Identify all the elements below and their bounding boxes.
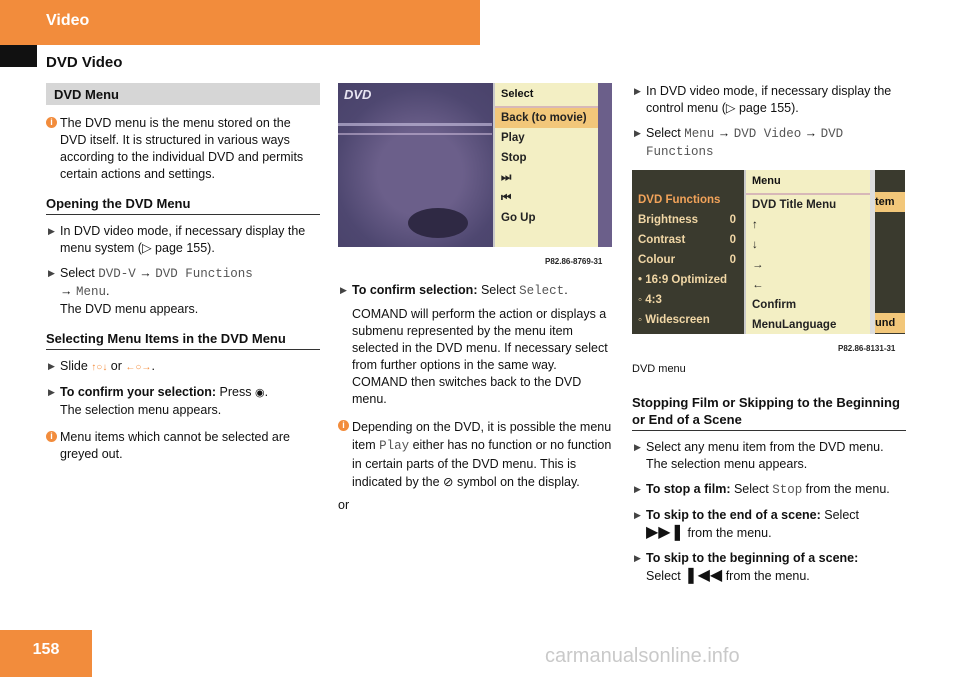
column-right-lower: [632, 361, 906, 585]
menu-term: Play: [379, 439, 410, 453]
step-result: The selection menu appears.: [646, 457, 808, 471]
menu-term: DVD Video: [733, 127, 802, 141]
menu-term: DVD Functions: [646, 127, 844, 159]
step-text: In DVD video mode, if necessary display the control menu (▷ page 155).: [646, 84, 892, 115]
arrow-separator: →: [60, 284, 76, 298]
step: [632, 439, 906, 473]
section-heading: Opening the DVD Menu: [46, 195, 320, 215]
menu-term: Stop: [772, 483, 803, 497]
chapter-title: Video: [46, 12, 90, 29]
screen-streak: [338, 123, 492, 126]
figure-caption: P82.86-8131-31: [838, 344, 896, 353]
step-text: from the menu.: [802, 482, 890, 496]
menu-item-confirm[interactable]: Confirm: [752, 299, 797, 311]
step-text: Select: [646, 569, 685, 583]
info-note: [46, 115, 320, 183]
step-bold: To confirm selection:: [352, 283, 478, 297]
slide-leftright-icon: ←○→: [125, 362, 152, 373]
info-icon: i: [46, 431, 57, 442]
arrow-separator: →: [801, 126, 821, 140]
step-bold: To stop a film:: [646, 482, 731, 496]
step: [632, 550, 906, 585]
step-text: from the menu.: [684, 526, 772, 540]
info-icon: i: [46, 117, 57, 128]
panel-row-16-9[interactable]: • 16:9 Optimized: [638, 274, 728, 286]
panel-row-colour[interactable]: Colour 0: [638, 254, 736, 266]
column-left: [46, 83, 320, 463]
step-result: The DVD menu appears.: [60, 302, 199, 316]
arrow-icon: ▶: [48, 361, 55, 371]
dvd-functions-screenshot: [632, 170, 905, 334]
menu-item-up[interactable]: ↑: [752, 219, 758, 231]
menu-item-stop[interactable]: Stop: [501, 152, 527, 164]
section-heading: Stopping Film or Skipping to the Beginning or End of a Scene: [632, 394, 906, 431]
screen-shape: [408, 208, 468, 238]
step-bold: To confirm your selection:: [60, 385, 217, 399]
step: [46, 265, 320, 318]
section-marker: [0, 45, 37, 67]
panel-row-widescreen[interactable]: ◦ Widescreen: [638, 314, 710, 326]
arrow-icon: ▶: [48, 387, 55, 397]
section-title: DVD Video: [46, 54, 123, 71]
step: [632, 83, 906, 117]
step-text: .: [264, 385, 269, 399]
menu-term: DVD Functions: [155, 267, 253, 281]
step-text: or: [107, 359, 126, 373]
menu-item-menu-language[interactable]: MenuLanguage: [752, 319, 837, 331]
step-text: .: [564, 283, 568, 297]
step-paragraph: COMAND then switches back to the DVD menu.: [352, 375, 582, 406]
step-paragraph: COMAND will perform the action or displays a submenu represented by the menu item selected in the DVD menu. If necessary select from further options in the same way.: [352, 307, 608, 372]
step-text: Select: [730, 482, 773, 496]
arrow-icon: ▶: [48, 268, 55, 278]
panel-row-contrast[interactable]: Contrast 0: [638, 234, 736, 246]
dvd-functions-panel: [632, 190, 742, 334]
step-bold: To skip to the beginning of a scene:: [646, 551, 859, 565]
page-number: 158: [0, 630, 92, 677]
step: [46, 223, 320, 257]
watermark: carmanualsonline.info: [545, 645, 740, 667]
step-text: Select: [477, 283, 520, 297]
menu-term: Menu: [684, 127, 715, 141]
skip-back-icon: ❚◀◀: [684, 567, 723, 584]
step-text: Slide: [60, 359, 92, 373]
dvd-select-screenshot: [338, 83, 612, 247]
box-title: DVD Menu: [46, 83, 320, 105]
step-text: Select any menu item from the DVD menu.: [646, 440, 884, 454]
screen-edge: [598, 83, 612, 247]
info-note: [338, 418, 614, 491]
menu-item-back[interactable]: Back (to movie): [495, 108, 598, 128]
column-middle: [338, 282, 614, 514]
step-text: Select: [60, 266, 99, 280]
panel-row-brightness[interactable]: Brightness 0: [638, 214, 736, 226]
panel-title: DVD Functions: [638, 194, 721, 206]
menu-item-down[interactable]: ↓: [752, 239, 758, 251]
step: [632, 125, 906, 161]
arrow-icon: ▶: [634, 442, 641, 452]
step: [46, 384, 320, 419]
arrow-icon: ▶: [340, 285, 347, 295]
step-text: .: [106, 284, 110, 298]
step: [338, 282, 614, 408]
prohibited-icon: ⊘: [443, 475, 454, 489]
arrow-icon: ▶: [634, 553, 641, 563]
step-text: from the menu.: [722, 569, 810, 583]
info-text: symbol on the display.: [453, 475, 580, 489]
menu-item-title-menu[interactable]: DVD Title Menu: [752, 199, 837, 211]
or-text: or: [338, 498, 350, 512]
step-text: Select: [646, 126, 685, 140]
menu-item-right[interactable]: →: [752, 259, 764, 271]
column-right: [632, 83, 906, 161]
background-menu-fragment: tem: [875, 192, 905, 212]
step-text: .: [151, 359, 155, 373]
figure-caption: P82.86-8769-31: [545, 257, 603, 266]
select-menu: [493, 83, 598, 247]
step-text: Select: [820, 508, 860, 522]
skip-forward-icon: ▶▶❚: [646, 524, 685, 541]
info-text: Depending on the DVD, it is possible the menu item: [352, 420, 612, 452]
section-heading: Selecting Menu Items in the DVD Menu: [46, 330, 320, 350]
figure-label: DVD menu: [632, 363, 686, 375]
arrow-separator: →: [135, 266, 156, 280]
panel-row-4-3[interactable]: ◦ 4:3: [638, 294, 662, 306]
arrow-icon: ▶: [48, 226, 55, 236]
step-result: The selection menu appears.: [60, 403, 222, 417]
menu-header: Menu: [746, 170, 870, 195]
menu-item-go-up[interactable]: Go Up: [501, 212, 536, 224]
step-text: Press: [216, 385, 255, 399]
info-text: The DVD menu is the menu stored on the DVD itself. It is structured in various ways according to the individual DVD and permits certain actions and settings.: [60, 116, 304, 181]
menu-item-left[interactable]: ←: [752, 279, 764, 291]
screen-streak: [338, 133, 492, 135]
step: [632, 507, 906, 542]
menu-item-play[interactable]: Play: [501, 132, 525, 144]
menu-term: Select: [519, 284, 565, 298]
info-icon: i: [338, 420, 349, 431]
slide-updown-icon: ↑○↓: [91, 362, 108, 373]
step-text: In DVD video mode, if necessary display the menu system (▷ page 155).: [60, 224, 306, 255]
menu-item-skip-forward[interactable]: ⏭: [501, 172, 512, 184]
menu-header: Select: [495, 83, 598, 108]
menu-term: Menu: [75, 285, 106, 299]
menu-item-skip-back[interactable]: ⏮: [501, 192, 512, 204]
arrow-icon: ▶: [634, 128, 641, 138]
info-note: [46, 429, 320, 463]
info-text: Menu items which cannot be selected are greyed out.: [60, 430, 290, 461]
info-text: either has no function or no function in certain parts of the DVD menu. This is indicated by the: [352, 438, 612, 489]
arrow-icon: ▶: [634, 86, 641, 96]
dvd-menu: [744, 170, 870, 334]
step: [46, 358, 320, 376]
background-menu-fragment: und: [875, 313, 905, 333]
menu-term: DVD-V: [98, 267, 136, 281]
arrow-separator: →: [714, 126, 734, 140]
step: [632, 481, 906, 499]
step-bold: To skip to the end of a scene:: [646, 508, 821, 522]
dvd-logo: DVD: [344, 87, 372, 102]
arrow-icon: ▶: [634, 510, 641, 520]
arrow-icon: ▶: [634, 484, 641, 494]
press-icon: ◉: [254, 387, 265, 399]
